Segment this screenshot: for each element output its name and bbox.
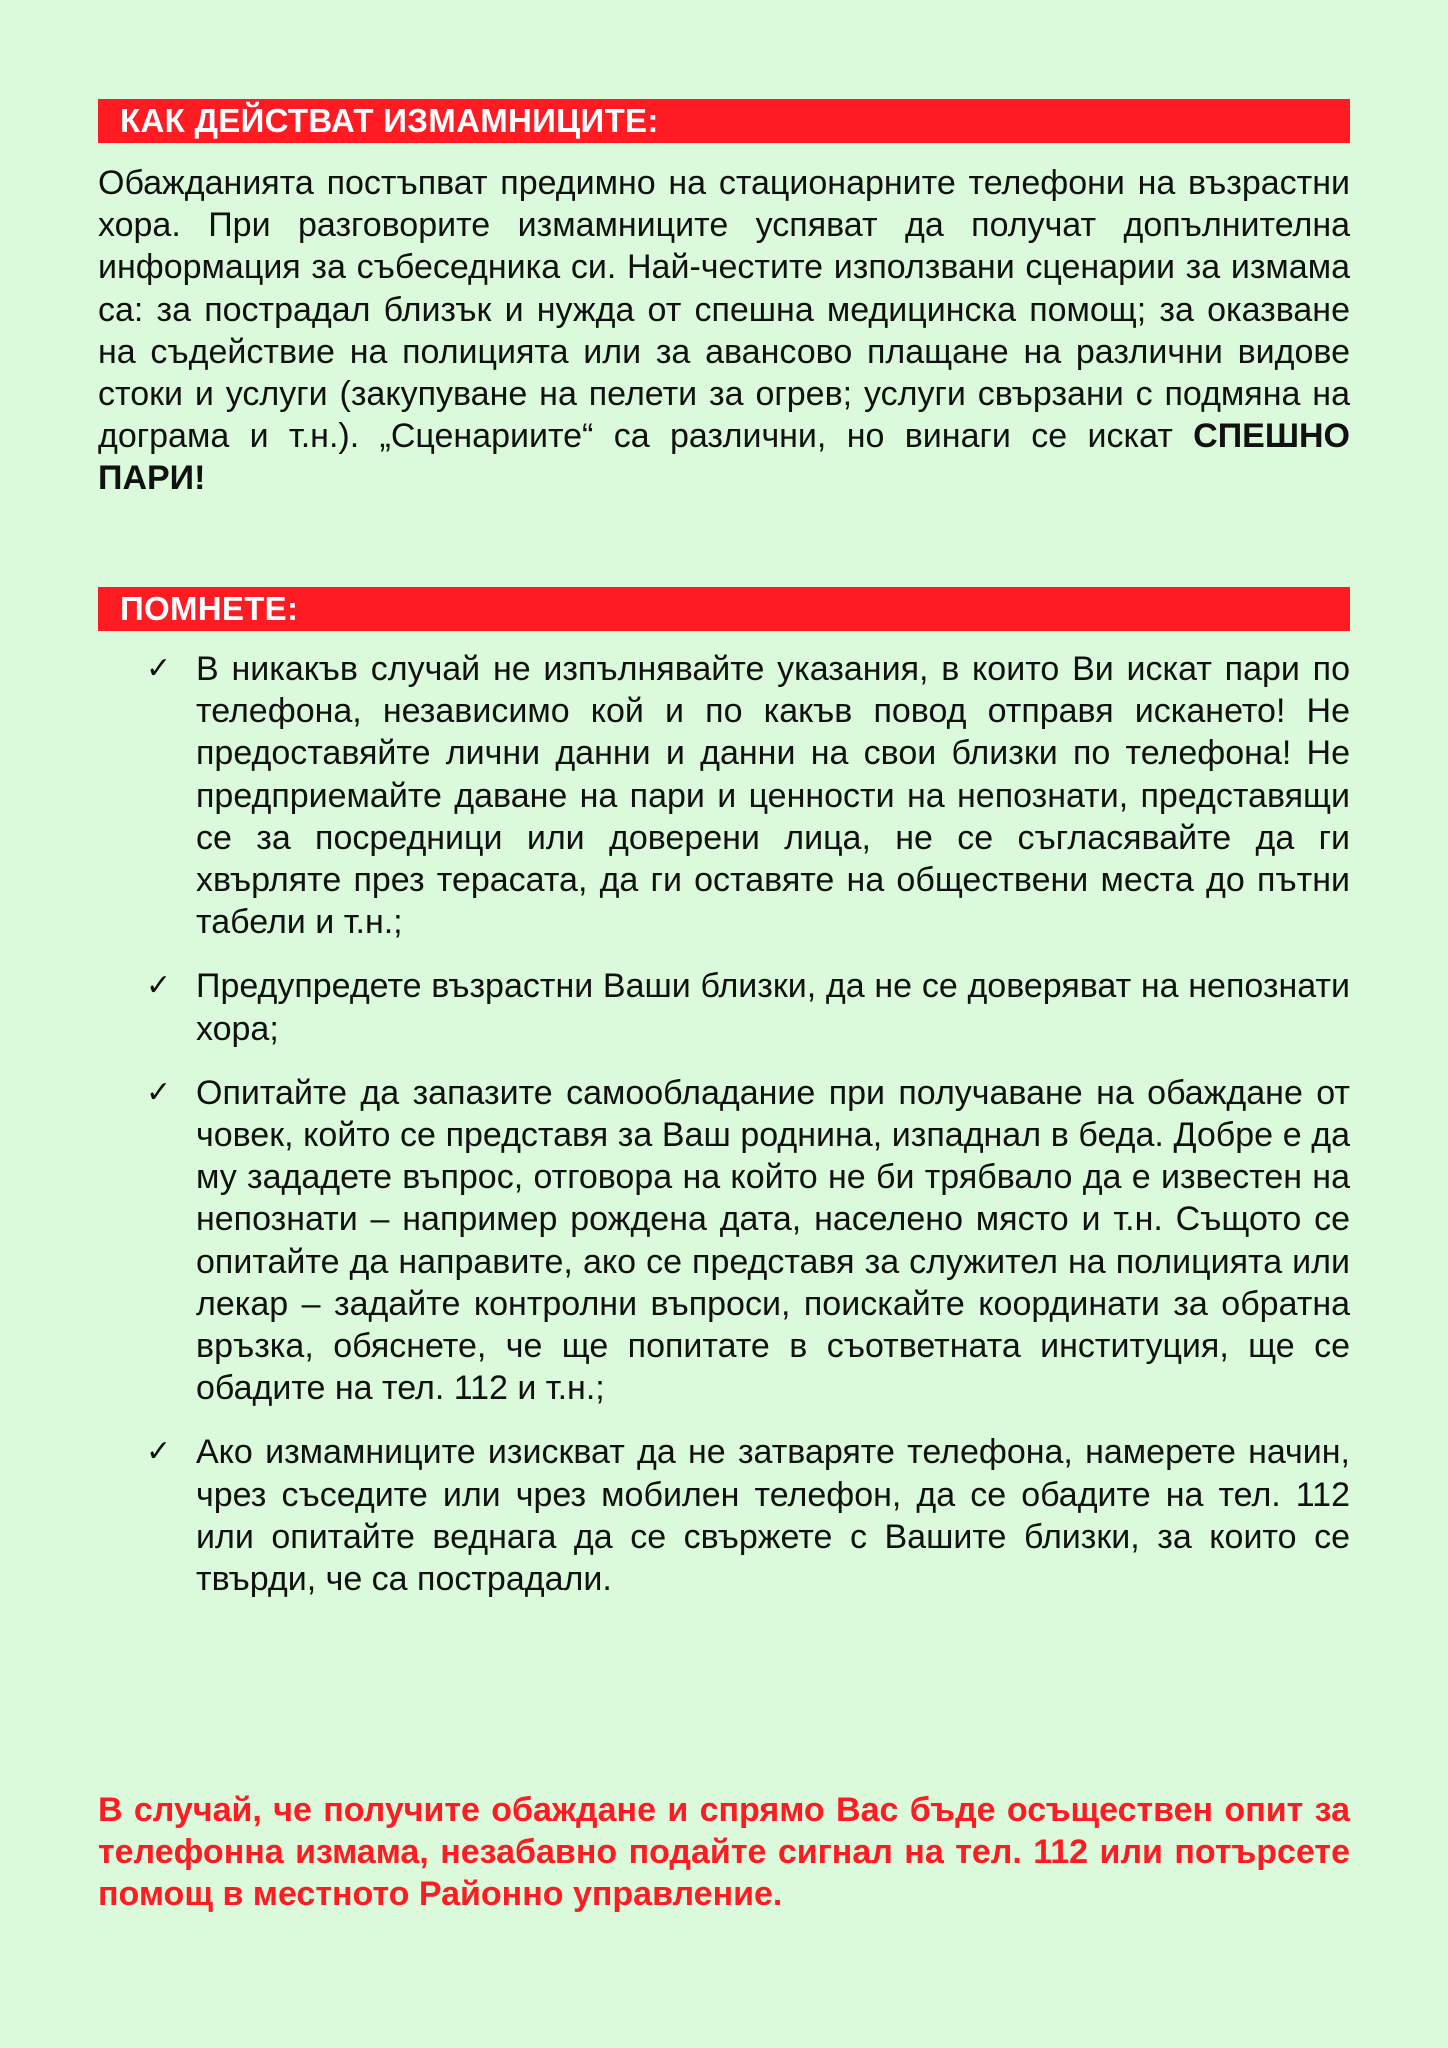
list-item-text: Опитайте да запазите самообладание при получаване на обаждане от човек, който се представя за Ваш роднина, изпаднал в беда. Добре е да му зададете въпрос, отговора на който не би трябвало да е известен на непознати – например рождена дата, населено място и т.н. Същото се опитайте да направите, ако се представя за служител на полицията или лекар – задайте контролни въпроси, поискайте координати за обратна връзка, обяснете, че ще попитате в съответната институция, ще се обадите на тел. 112 и т.н.; — [196, 1073, 1350, 1408]
intro-text: Обажданията постъпват предимно на стационарните телефони на възрастни хора. При разговорите измамниците успяват да получат допълнителна информация за събеседника си. Най-честите използвани сценарии за измама са: за пострадал близък и нужда от спешна медицинска помощ; за оказване на съдействие на полицията или за авансово плащане на различни видове стоки и услуги (закупуване на пелети за огрев; услуги свързани с подмяна на дограма и т.н.). „Сценариите“ са различни, но винаги се искат — [98, 164, 1350, 456]
list-item — [146, 1431, 1350, 1600]
checkmark-icon: ✓ — [146, 1074, 172, 1110]
intro-paragraph — [98, 162, 1350, 500]
checkmark-icon: ✓ — [146, 651, 172, 686]
list-item — [146, 965, 1350, 1049]
list-item-text: Предупредете възрастни Ваши близки, да не се доверяват на непознати хора; — [196, 967, 1350, 1048]
section-header-how-scammers-act: КАК ДЕЙСТВАТ ИЗМАМНИЦИТЕ: — [98, 99, 1350, 143]
warning-paragraph: В случай, че получите обаждане и спрямо Вас бъде осъществен опит за телефонна измама, незабавно подайте сигнал на тел. 112 или потърсете помощ в местното Районно управление. — [98, 1791, 1350, 1914]
list-item-text: Ако измамниците изискват да не затваряте телефона, намерете начин, чрез съседите или чрез мобилен телефон, да се обадите на тел. 112 или опитайте веднага да се свържете с Вашите близки, за които се твърди, че са пострадали. — [196, 1433, 1350, 1599]
list-item — [146, 648, 1350, 943]
intro-emphasis: СПЕШНО ПАРИ! — [98, 417, 1350, 498]
section-header-remember: ПОМНЕТЕ: — [98, 587, 1350, 631]
remember-list — [146, 648, 1350, 1622]
checkmark-icon: ✓ — [146, 1434, 172, 1470]
checkmark-icon: ✓ — [146, 968, 172, 1004]
list-item — [146, 1072, 1350, 1410]
list-item-text: В никакъв случай не изпълнявайте указания, в които Ви искат пари по телефона, независимо кой и по какъв повод отправя искането! Не предоставяйте лични данни и данни на свои близки по телефона! Не предприемайте даване на пари и ценности на непознати, представящи се за посредници или доверени лица, не се съгласявайте да ги хвърляте през терасата, да ги оставяте на обществени места до пътни табели и т.н.; — [196, 650, 1350, 942]
